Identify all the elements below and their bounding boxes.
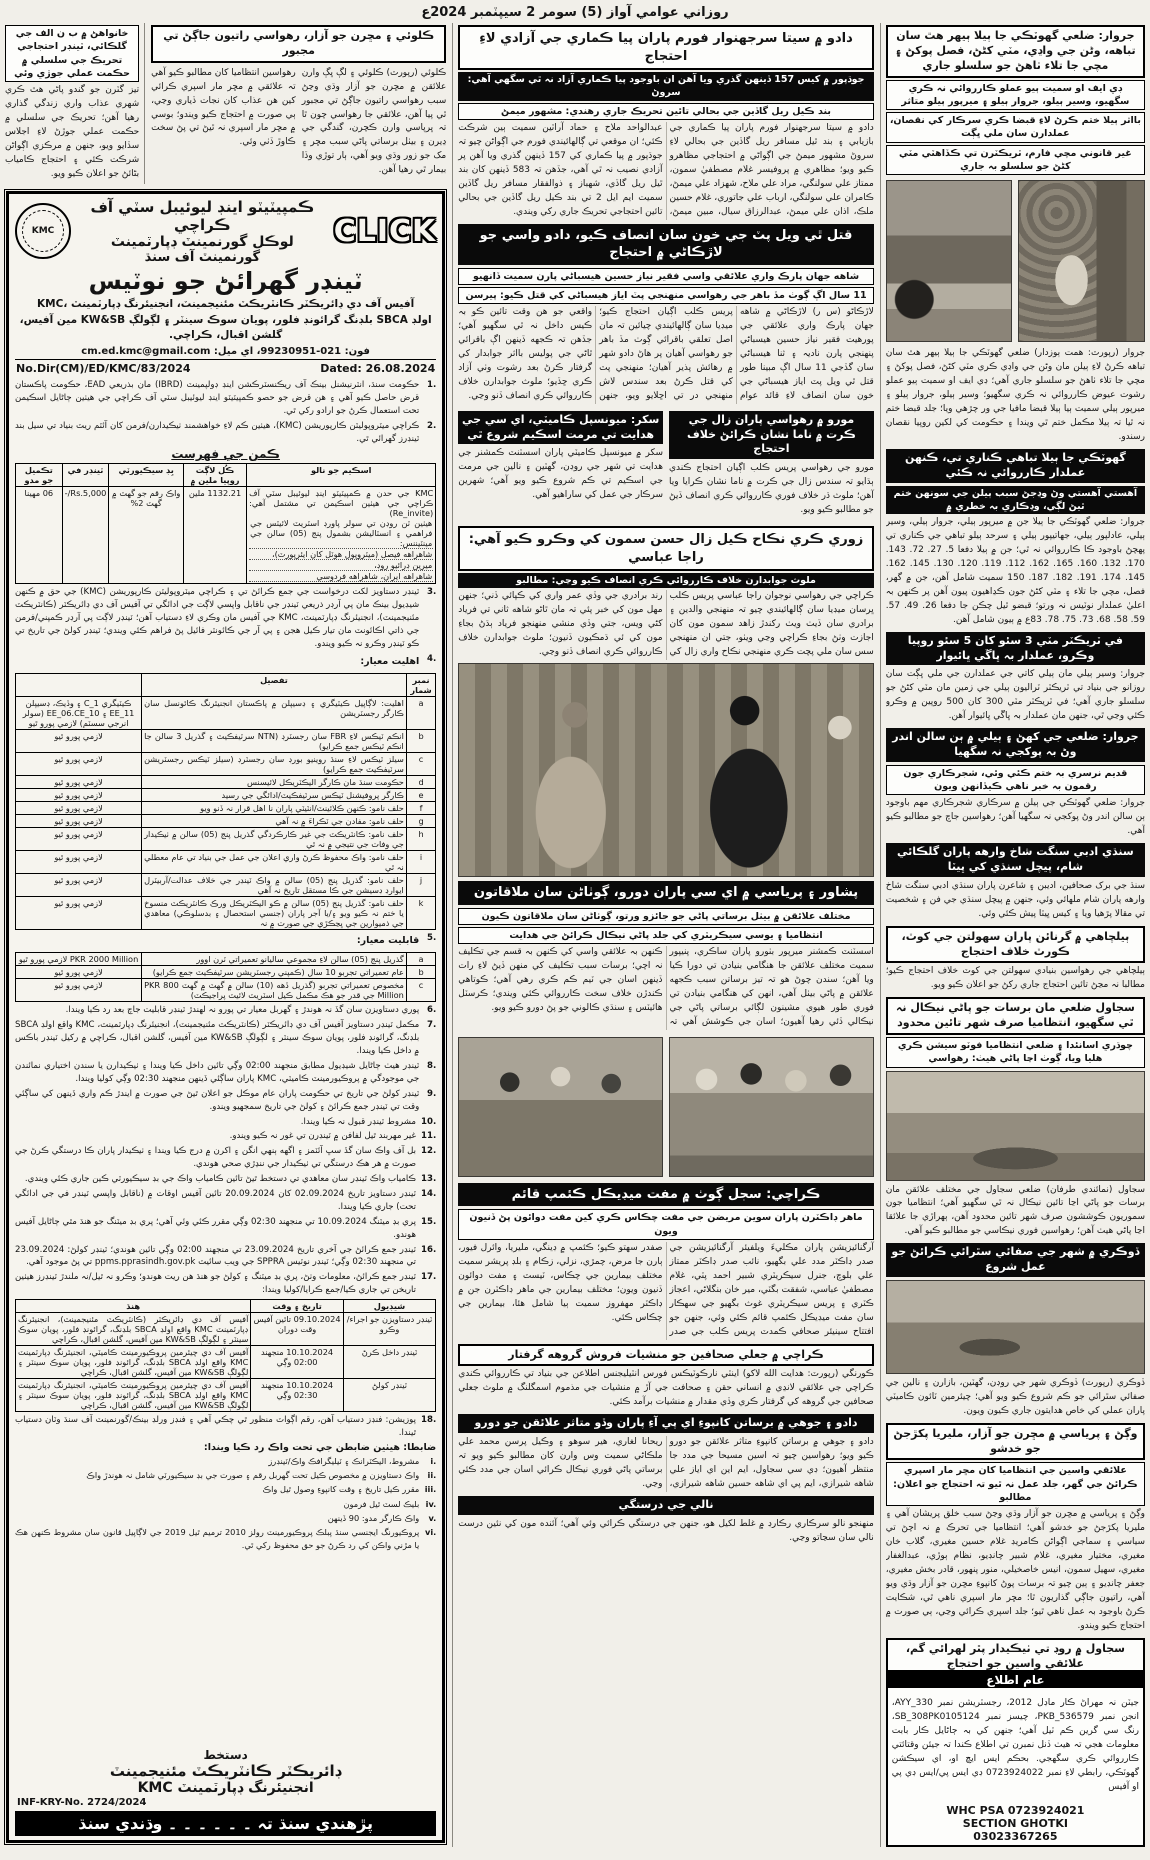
article-body: جروار: ضلعي گھوٽڪي جي ٻيلن ۾ سرڪاري شجرڪاري مهم باوجود ٻن سالن اندر وڻ پوکجي نہ سگهيا آهن؛ رهواسين جاچ جو مطالبو ڪيو آهي. [885, 798, 1145, 837]
article-body: دادو ۽ جوهي ۾ برساتن کانپوءِ متاثر علائقن جو دورو ڪيو ويو؛ رهواسين چيو تہ اسين مسيحا جي مدد جا منتظر آهيون؛ ڊي سي سجاول، ايم اين اي اياز علي شاهه شيرازي، ايم پي اي شاهه حسين شاهه شيرازي، ريحانا لغاري، هير سوهو ۽ وڪيل پرسن محمد علي ملڪاڻي سميت وس وارن کان مطالبو ڪيو ويو تہ برساتي پاڻي فوري نيڪال ڪرائي اسان جي مدد ڪئي وڃي. [458, 1437, 874, 1489]
tender-reference-row [15, 359, 436, 377]
general-notice-body: جيٽن نہ مهراڻ ڪار ماڊل 2012، رجسٽريشن نمبر AYY_330، انجن نمبر PKB_536579، چيسز نمبر SB_308PK0105124، رنگ سي گرين ڪم ٽيل آهي؛ جنهن کي بہ ڄاڻايل ڪار بابت معلومات هجي تہ هيٺ ڏنل نمبرن تي اطلاع ڪندا تہ جيئن وقتائتي ڪارروائي ڪري سگهجي. بحڪم ايس ايڇ او، اي سيڪشن گھوٽڪي، رابطي لاءِ نمبر 0723924022 ڊي ايس پي/ايس ڊي پي او آفيس [891, 1698, 1139, 1793]
general-notice-number: WHC PSA 0723924021 [946, 1804, 1085, 1817]
eligibility-header: تفصيل [142, 674, 407, 697]
schedule-datetime: 09.10.2024 تائين آفيس وقت دوران [251, 1313, 343, 1346]
tender-numbered-para: 10. مشروط ٽينڊر قبول نہ ڪيا ويندا. [300, 1116, 437, 1127]
schedule-header: هنڌ [16, 1300, 251, 1313]
article-subhead: شاهه جهان پارڪ واري علائقي واسي فقير نياز حسين هيسباڻي پارن سميت ڏانهيو [458, 268, 874, 285]
article-name-correction [458, 1496, 874, 1546]
article-sukkur-repair-scheme [458, 408, 663, 520]
photo-medical-camp-group [669, 1037, 874, 1177]
tender-contact: فون: 021-99230951، اي ميل: cm.ed.kmc@gmail.com [81, 346, 370, 357]
article-adabi-sangat [886, 843, 1145, 922]
tender-para-17: ٽينڊر جمع ڪرائڻ، معلومات وٺڻ، پري بڊ ميٽنگ ۽ کولڻ جو هنڌ هن ريت هوندو؛ وڪرو نہ ٿيل/نہ ملندڙ ٽينڊرز هيٺين تاريخن تي جاري ڪيا/جمع ڪرايا/کوليا ويندا: [15, 1272, 417, 1296]
tender-numbered-para: 14. ٽينڊر دستاويز تاريخ 02.09.2024 کان 20.09.2024 تائين آفيس اوقات ۾ (ناقابل واپسي ٽينڊر في جي ادائگي تحت) جاري ڪيا ويندا. [15, 1188, 437, 1212]
article-headline: ڪلوئي ۽ مڇرن جو آزار، رهواسي راتيون جاڳڻ تي مجبور [151, 25, 446, 63]
scheme-road-item: شاهراهه فيصل (ميٽروپول هوٽل کان ايئرپورٽ)، [249, 549, 433, 560]
row-requirement: لازمي پورو ٿيو [16, 776, 142, 789]
row-detail: حلف نامو: مفادن جي ٽڪراءَ ۾ نہ آهي [142, 815, 407, 828]
rule-item: vi. پروڪيورنگ ايجنسي سنڌ پبلڪ پروڪيورمينٽ رولز 2010 ترميم ٿيل 2019 جي لاڳاپيل قانون سان مشروط ڪنهن هڪ يا مڙني واڪن کي رد ڪرڻ جو حق محفوظ رکي ٿي. [15, 1527, 437, 1550]
tender-para-3: ٽينڊر دستاويز لکت درخواست جي جمع ڪرائڻ تي ۽ ڪراچي ميٽروپوليٽن ڪارپوريشن (KMC) جي حق ۾ ڪنهن شيڊيول بينڪ مان پي آرڊر ذريعي ٽينڊر جي ناقابل واپسي لاڳت جي ادائگي تي آفيس آف دي ڊائريڪٽر (ڪانٽريڪٽ مئنيجمينٽ)، انجنيئرنگ ڊپارٽمينٽ، KMC جي آفيس مان وڪري لاءِ دستياب آهن؛ ٽينڊر لاڳت پي آرڊر ڪمپني/فرمن جي ذاتي اڪائونٽ مان تيار ڪيل هجن ۽ پي آر جي ڪائونٽر فائيل پڻ فراهم ڪئي ويندي؛ ٽينڊر کولڻ جي تاريخ تي ڪو ٽينڊر وڪرو نہ ڪيو ويندو. [15, 587, 420, 650]
photo-flooded-street [886, 1071, 1145, 1181]
article-headline: سکر: ميونسپل ڪاميٽي، اي سي جي هدايت تي مرمت اسڪيم شروع ٿي [458, 411, 663, 445]
article-headline: ڪراچي ۾ جعلي صحافين جو منشيات فروش گروهه گرفتار [458, 1344, 874, 1367]
article-body: سجاول (نمائندي طرفان) ضلعي سجاول جي مختلف علائقن مان برسات جو پاڻي اڃا تائين نيڪال نہ ٿي سگهيو آهي؛ انتظاميا جون سموريون ڪوششون صرف شهر تائين محدود آهن، ٻهراڙي جا علائقا اڃا پاڻي هيٺ آهن؛ رهواسين فوري نيڪاسي جو مطالبو ڪيو آهي. [885, 1184, 1145, 1237]
columns-wrapper [0, 23, 1150, 1847]
eligibility-row [16, 697, 436, 730]
article-free-medical-camp [458, 1183, 874, 1340]
row-detail: حلف نامو: ڪنهن ڪلائينٽ/انٽيٽي پاران نا اهل قرار نہ ڏنو ويو [142, 802, 407, 815]
scheme-road-item: ميرين ڊرائيو روڊ، [249, 560, 433, 571]
qualification-row [16, 953, 436, 966]
works-completion-period: 06 مهينا [16, 487, 63, 584]
tender-office-address: آفيس آف دي ڊائريڪٽر ڪانٽريڪٽ مئنيجمينٽ، انجنيئرنگ ڊپارٽمينٽ ،KMC اولڊ SBCA بلڊنگ گرائونڊ فلور، پويان سوڪ سينٽر ۽ لڳولڳ KW&SB مين آفيس، گلشن اقبال، ڪراچي. [19, 297, 432, 342]
eligibility-row [16, 874, 436, 897]
tender-title: ٽينڊر گهرائڻ جو نوٽيس [88, 266, 363, 295]
article-kaloi-mosquitoes [151, 23, 446, 184]
tender-numbered-para: 6. پوري دستاويزن سان گڏ نہ هوندڙ ۽ گهربل معيار تي پورو نہ لهندڙ ٽينڊر قابليت جاچ بعد رد ڪيا ويندا. [65, 1005, 437, 1016]
row-serial: h [406, 828, 435, 851]
article-headline: مورو ۾ رهواسي پاران زال جي ڪرت ۾ ناما نشان ڪرائڻ خلاف احتجاج [669, 411, 874, 460]
row-detail: سيلز ٽيڪس لاءِ سنڌ روينيو بورڊ سان رجسٽرڊ (سيلز ٽيڪس رجسٽريشن سرٽيفڪيٽ جمع ڪرايو) [142, 753, 407, 776]
article-tractor-soil-sale [886, 632, 1145, 724]
article-subhead: مختلف علائقن ۾ بيٺل برساتي پاڻي جو جائزو ورتو، ڳوٺاڻن سان ملاقاتون ڪيون [458, 908, 874, 925]
row-requirement: لازمي پورو ٿيو [16, 815, 142, 828]
article-body: اسسٽنٽ ڪمشنر ميرپور بٺورو پاران ساڪري، پنيپور سميت مختلف علائقن جا هنگامي بنيادن تي دورا ڪيا ويا آهن؛ سندن چوڻ هو تہ تيز برساتن سبب ڪجهه علائقن ۾ پاڻي بيٺل آهي، انهن کي هنگامي بنيادن تي فوري طور هيوي مشينون لڳائي برساتي پاڻي جي نيڪالي ڏئي رهيا آهيون؛ اسان جي ڪوشش آهي تہ ڪنهن بہ علائقي واسي کي ڪنهن بہ قسم جي تڪليف نہ اچي؛ برسات سبب تڪليف کي منهن ڏيڻ لاءِ رات ڏينهن اسان جي ٽيم ڪم ڪري رهي آهي؛ ڪوتاهي ڪندڙن خلاف سخت ڪارروائي ڪئي ويندي؛ ڪرسٽل هائيٽس ۽ سنڌي ڪالوني جو پڻ دورو ڪيو ويو. [458, 947, 874, 1027]
kmc-seal-icon: KMC [15, 203, 71, 259]
article-sujawal-drainage [886, 997, 1145, 1239]
eligibility-row [16, 789, 436, 802]
article-ghotki-forests [886, 25, 1145, 445]
schedule-header: شيڊيول [343, 1300, 435, 1313]
general-notice-phone: 03023367265 [973, 1830, 1058, 1843]
schedule-location: آفيس آف دي چيئرمين پروڪيورمينٽ ڪاميٽي، انجنيئرنگ ڊپارٽمينٽ KMC واقع اولڊ SBCA بلڊنگ، گرائونڊ فلور، پويان سوڪ سينٽر ۽ لڳولڳ KW&SB مين آفيس، گلشن اقبال، ڪراچي [16, 1379, 251, 1412]
article-body: جروار: وسير ٻيلي مان ٻيلي کاتي جي عملدارن جي ملي ڀڳت سان روزانو جي بنياد تي ٽريڪٽر ٽراليون ٻيلي جي زمين مان مٽي کڻڻ جو سلسلو جاري آهي؛ في ٽريڪٽر مٽي 300 کان 500 روپين ۾ وڪرو ڪئي وڃي ٿي، جنهن مان عملدار بہ ڀاڱي ڀائيوار آهن. [885, 669, 1145, 722]
eligibility-table [15, 673, 436, 930]
row-requirement: لازمي پورو ٿيو [16, 851, 142, 874]
article-body: ڏوڪري (رپورٽ) ڏوڪري شهر جي روڊن، گهٽين، بازارن ۽ نالين جي صفائي سٿرائي جو ڪم شروع ڪيو ويو آهي؛ چيئرمين ٽائون ڪاميٽي پاران عملي کي خاص هدايتون جاري ڪيون ويون. [885, 1377, 1145, 1416]
row-serial: g [406, 815, 435, 828]
schedule-datetime: 10.10.2024 منجهند 02:00 وڳي [251, 1346, 343, 1379]
inf-number: INF-KRY-No. 2724/2024 [17, 1797, 147, 1808]
works-table-row [16, 487, 436, 584]
article-subhead: غير قانوني مچي فارم، ٽريڪٽرن تي ڪڏاهٽي مٽي کڻڻ جو سلسلو بہ جاري [886, 145, 1145, 176]
article-headline: خانواهڻ ۾ ب ن الف جي گلڪائي، ٽينڊر احتجاجي تحريڪ جي سلسلي ۾ حڪمت عملي جوڙي وئي [5, 25, 139, 82]
article-forced-nikah [458, 526, 874, 877]
article-subhead: ڊي ايف او سميت ٻيو عملو ڪارروائي نہ ڪري سگهيو، وسير ٻيلو، جروار ٻيلو ۽ ميرپور ٻيلو متاثر [886, 80, 1145, 111]
article-ac-visit-villages [458, 881, 874, 1030]
schedule-header: تاريخ ۽ وقت [251, 1300, 343, 1313]
article-headline: ٻيلچاهي ۾ گرنائن پاران سهولتن جي کوٽ، ڪورٽ خلاف احتجاج [886, 926, 1145, 964]
click-logo: CLICK [333, 213, 437, 249]
rule-item: v. واڪ ڪارگر مدو: 90 ڏينهن [327, 1513, 437, 1524]
eligibility-header: نمبر شمار [406, 674, 435, 697]
article-headline: سنڌي ادبي سنگت شاخ وارهه پاران گلڪائي شام، پيچل سنڌي کي ڀيٽا [886, 843, 1145, 877]
article-headline: دادو ۾ سيتا سرجهنوار فورم پاران پيا ڪماري جي آزادي لاءِ احتجاج [458, 25, 874, 70]
article-headline: جروار: ضلعي گھوٽڪي جا ٻيلا ٻيهر هٿ سان تباهه، وڻن جي واڍي، مٽي کڻڻ، فصل پوکڻ ۽ مچي جا تلاء ٺاهڻ جو سلسلو جاري [886, 25, 1145, 78]
tender-numbered-para: 11. غير مهربند ٿيل لفافن ۾ ٽينڊرن تي غور نہ ڪيو ويندو. [229, 1131, 437, 1142]
schedule-location: آفيس آف دي ڊائريڪٽر (ڪانٽريڪٽ مئنيجمينٽ)، انجنيئرنگ ڊپارٽمينٽ KMC واقع اولڊ SBCA بلڊنگ، گرائونڊ فلور، پويان سوڪ سينٽر ۽ لڳولڳ KW&SB مين آفيس، گلشن اقبال، ڪراچي [16, 1313, 251, 1346]
masthead-dateline: روزاني عوامي آواز (5) سومر 2 سيپٽمبر 2024ع [421, 5, 729, 20]
article-headline: قتل ٿي ويل پٽ جي خون سان انصاف ڪيو، دادو واسي جو لاڙڪاڻي ۾ احتجاج [458, 224, 874, 265]
rule-item: iii. مقرر ڪيل تاريخ ۽ وقت کانپوءِ وصول ٿيل واڪ [262, 1484, 437, 1495]
rules-label: ضابطا: هيٺين ضابطن جي تحت واڪ رد ڪيا ويندا: [203, 1441, 437, 1453]
eligibility-row [16, 802, 436, 815]
row-serial: b [406, 730, 435, 753]
tender-signature-block [15, 1748, 436, 1796]
article-subhead: انتظاميا ۽ يوسي سيڪريٽري کي جلد پاڻي نيڪال ڪرائڻ جي هدايت [458, 927, 874, 944]
article-no-trees-planted [886, 728, 1145, 839]
article-forests-destruction [886, 449, 1145, 628]
tender-numbered-para: 8. ٽينڊر هيٺ ڄاڻايل شيڊيول مطابق منجهند 02:00 وڳي تائين داخل ڪيا ويندا ۽ ٺيڪيدارن يا سندن اختياري نمائندن جي موجودگي ۾ پروڪيورمينٽ ڪاميٽي، KMC پاران ساڳئي ڏينهن منجهند 02:30 وڳي کوليا ويندا. [15, 1060, 437, 1084]
row-detail: حڪومت سنڌ مان ڪارگر اليڪٽريڪل لائيسنس [142, 776, 407, 789]
row-serial: b [406, 966, 435, 979]
general-notice-section: SECTION GHOTKI [962, 1817, 1068, 1830]
article-body: وڳڻ ۽ پرياسي ۾ مڇرن جو آزار وڌي وڃڻ سبب خلق پريشان آهي ۽ مليريا پکڙجڻ جو خدشو آهي؛ انتظاميا جي تحرڪ ۾ نہ اچڻ تي سياسي ۽ سماجي اڳواڻن ڪامريڊ غلام حسين مغيري، گلاب خان مغيري، مختيار مغيري، غلام شبير چانڊيو، نظام ٻوڙي، عبدالغفار مغيري، سهيل سمون، انيس خاصخيلي، منور پنهور، قادر بخش مغيري، جعفر چانڊيو ۽ ٻين چيو تہ برسات پوڻ کانپوءِ مڇرن جو آزار وڌي ويو آهي، راتيون جاڳي گذاريون ٿا؛ مڇر مار اسپري ناهي ٿي، شڪايت ڪرڻ باوجود بہ عمل ناهي ٿيو؛ جلد اسپري ڪرائي وڃي، ٻي صورت ۾ احتجاج ڪيو ويندو. [885, 1509, 1145, 1631]
eligibility-row [16, 753, 436, 776]
works-list-title: ڪمن جي فهرست [171, 447, 280, 462]
article-body: جروار: ضلعي گھوٽڪي جا ٻيلا جن ۾ ميرپور ٻيلي، جروار ٻيلي، وسير ٻيلي، عادلپور ٻيلي، جهاتيپور ٻيلي ۽ سرحد ٻيلو تباهي جي ڪناري تي پهچڻ باوجود ڪا ڪارروائي نہ ٿي؛ جن ۾ ٻيلا دفعا 5. 27. 72. 143. 170. 132. 160. 165. 162. 112. 119. 120. 130. 145. 162. 145. 174. 191. 182. 187. 150 سميت شامل آهن، جن ۾ گهر، فصل، مچي جا تلاء ۽ مٽي کڻڻ جون ڪڍاهيون پيون آهن پر ڪنهن بہ اعليٰ عملدار نوٽيس نہ ورتو؛ قبضو ٿيل چڪن جا دفعا 26. 49. 57. 59. 58. 68. 73. 75. 78. 83ع ۾ ٻيون شامل آهن. [885, 517, 1145, 625]
photo-tree-cutting [1018, 180, 1145, 342]
tender-para-18: پوزيشن: فنڊز دستياب آهن، رقم اڳواٽ منظور ٿي چڪي آهي ۽ فنڊز ورلڊ بينڪ/گورنمينٽ آف سنڌ وٽان دستياب ٿيندا. [15, 1415, 417, 1438]
row-requirement: ڪيٽيگري C_1 ۽ وڏيڪ، ڊسيپلن EE_11 ۽ EE_06.CE_10 (سولر انرجي سسٽم) لازمي پورو ٿيو [16, 697, 142, 730]
article-sujawal-road-contractor [886, 1638, 1145, 1671]
works-bid-security: واڪ رقم جو گهٽ ۾ گهٽ 2% [109, 487, 184, 584]
tender-org-line2: لوڪل گورنمينٽ ڊپارٽمينٽ [110, 233, 294, 250]
article-subhead: ماهر ڊاڪٽرن پاران سوين مريضن جي مفت چڪاس ڪري کين مفت دوائون پڻ ڏنيون ويون [458, 1209, 874, 1240]
works-tender-fee: Rs.5,000/- [62, 487, 109, 584]
row-requirement: لازمي پورو ٿيو [16, 802, 142, 815]
row-serial: i [406, 851, 435, 874]
notice-headline: نالي جي درستگي [458, 1496, 874, 1515]
row-requirement: لازمي پورو ٿيو [16, 979, 142, 1002]
article-headline: زوري ڪري نڪاح ڪيل زال حسن سمون کي وڪرو ڪيو آهي: راجا عباسي [458, 526, 874, 571]
article-headline: جروار: ضلعي جي کهڻ ۽ ٻيلي ۾ ٻن سالن اندر وڻ بہ پوکجي نہ سگهيا [886, 728, 1145, 762]
row-requirement: لازمي پورو ٿيو [16, 730, 142, 753]
schedule-event: ٽينڊر داخل ڪرڻ [343, 1346, 435, 1379]
eligibility-row [16, 776, 436, 789]
top-left-articles [5, 23, 446, 184]
row-detail: مخصوص تعميراتي تجربو (گذريل ڏهه (10) سالن ۾ گهٽ ۾ گهٽ PKR 800 Million جي قدر جو هڪ مڪمل ڪيل اسٽريٽ لائيٽ پراجيڪٽ) [142, 979, 407, 1002]
tender-slogan-bar: پڙهندي سنڌ تہ ۔ ۔ ۔ ۔ ۔ ۔ وڌندي سنڌ [15, 1811, 436, 1836]
article-dadu-johi-rain-visit [458, 1414, 874, 1492]
photo-dokri-cleanup [886, 1280, 1145, 1374]
tender-numbered-para: 13. ڪامياب واڪ ٽينڊر سان معاهدي تي دستخط ٿيڻ تائين ڪامياب واڪ جي بڊ سيڪيورٽي ڪين جاري ڪئي ويندي. [24, 1174, 437, 1185]
article-subhead: آهستي آهستي وڻ وڍجڻ سبب ٻيلن جي سونهن ختم ٿيڻ لڳي، وڍڪاري بہ خطري ۾ [886, 486, 1145, 515]
qualification-row [16, 979, 436, 1002]
works-table-header: ٽينڊر في [62, 464, 109, 487]
row-serial: k [406, 897, 435, 930]
article-body: تيز گٽرن جو گندو پاڻي هٿ ڪري شهري عذاب واري زندگي گذاري رهيا آهن؛ تحريڪ جي سلسلي ۾ حڪمت عملي جوڙڻ لاءِ اجلاس سڏايو ويو، جنهن ۾ مرڪزي اڳواڻن شرڪت ڪئي ۽ احتجاج ڪامياب بڻائڻ جو اعلان ڪيو ويو. [5, 85, 140, 179]
tender-org-line1: ڪمپيٽيٽو اينڊ ليوئيبل سٽي آف ڪراچي [90, 197, 315, 234]
article-body: لاڙڪاڻو (س ر) لاڙڪاڻي ۾ شاهه جهان پارڪ واري علائقي جي پورهيت فقير نياز حسين هيسباڻي پنهنجي پارن ناديہ ۽ ثنا هيسباڻي سان گڏجي 11 سال اڳ مبينا طور قتل ٿي ويل پٽ اياز هيسباڻي جي خون سان انصاف لاءِ قائد عوام پريس ڪلب اڳيان احتجاج ڪيو؛ ميڊيا سان ڳالهائيندي چيائين تہ مان اصل تعلقي باقرائي ڳوٺ مڏ باهر جو رهواسي آهيان پر هاڻ دادو شهر ۾ رهائش پذير آهيان؛ منهنجي پٽ کي قتل ڪرڻ بعد سندس لاش منهنجي در تي اڇلايو ويو، جنهن واقعي جو هن وقت تائين ڪو بہ ڪيس داخل نہ ٿي سگهيو آهي؛ جڏهن تہ ڪجهه ڏينهن اڳ باقرائي ٿاڻي جي پوليس بااثر جوابدار کي گرفتار ڪرڻ بعد رشوت وٺي آزاد ڪري ڇڏيو؛ ملوث جوابدارن خلاف ڪارروائي ڪري انصاف ڏنو وڃي. [458, 307, 874, 401]
article-mosquito-malaria [886, 1423, 1145, 1634]
schedule-datetime: 10.10.2024 منجهند 02:30 وڳي [251, 1379, 343, 1412]
article-headline: ڪراچي: سجل ڳوٺ ۾ مفت ميڊيڪل ڪئمپ قائم [458, 1183, 874, 1207]
general-notice-box [886, 1670, 1145, 1847]
row-serial: c [406, 753, 435, 776]
article-subhead: علائقي واسين جي انتظاميا کان مڇر مار اسپري ڪرائڻ جي گهر، جلد عمل نہ ٿيو تہ احتجاج جو اعلان: مطالبو [886, 1462, 1145, 1506]
column-right-flow [886, 23, 1145, 1670]
tender-date: Dated: 26.08.2024 [320, 362, 436, 375]
general-notice-title: عام اطلاع [888, 1672, 1143, 1688]
tender-numbered-para: 9. ٽينڊر کولڻ جي تاريخ تي حڪومت پاران عام موڪل جو اعلان ٿيڻ جي صورت ۾ ايندڙ ڪم واري ڏينهن کي ساڳئي وقت تي ٽينڊر جمع ڪرائڻ ۽ کولڻ جي تاريخ سمجهيو ويندو. [15, 1088, 437, 1112]
article-body: ڪلوئي (رپورٽ) ڪلوئي ۽ لڳ ڀڳ وارن علائقن ۾ مڇرن جو آزار وڌي وڃڻ سبب رهواسي راتيون جاڳڻ تي مجبور ٿي پيا آهن، علائقي جا رهواسي چون ٿا تہ ڀرپاسي وارن ڪچرن، گندگي جي ڍيرن ۽ بيٺل برساتي پاڻي سبب مڇر ۽ مک جو زور وڌي ويو آهي، ٻار توڙي وڏا بيمار ٿي رهيا آهن. [301, 67, 447, 176]
qualification-row [16, 966, 436, 979]
signature-label: دستخط [203, 1748, 248, 1762]
rule-item: i. مشروط، اليڪٽرانڪ ۽ ٽيليگرافڪ واڪ/ٽينڊرز [268, 1455, 437, 1466]
article-belchahi-protest [886, 926, 1145, 994]
row-serial: e [406, 789, 435, 802]
notice-body: منهنجو نالو سرڪاري رڪارڊ ۾ غلط لکيل هو، جنهن جي درستگي ڪرائي وئي آهي؛ آئنده مون کي نئين درست نالي سان سڃاتو وڃي. [458, 1518, 874, 1543]
works-cost: 1132.21 ملين [183, 487, 246, 584]
row-requirement: لازمي پورو ٿيو [16, 789, 142, 802]
tender-para-2: ڪراچي ميٽروپوليٽن ڪارپوريشن (KMC)، هيٺين ڪم لاءِ خواهشمند ٺيڪيدارن/فرمن کان آئٽم ريٽ بنياد تي سيل بند ٽينڊرز گهرائي ٿي. [15, 420, 420, 444]
eligibility-row [16, 828, 436, 851]
article-headline: ڏوڪري ۾ شهر جي صفائي سٿرائي ڪرائڻ جو عمل شروع [886, 1243, 1145, 1277]
article-body: جروار (رپورٽ: همت ٻوزدار) ضلعي گھوٽڪي جا ٻيلا ٻيهر هٿ سان تباهه ڪرڻ لاءِ ٻيلن مان وڻن جي واڍي ڪري مٽي کڻڻ، فصل پوکڻ ۽ مچي جا تلاء ٺاهڻ جو سلسلو جاري آهي؛ ڊي ايف او سميت ٻيو عملو رشوت عيوض ڪارروائي نہ ڪري سگهيو؛ وسير ٻيلو، جروار ٻيلو ۽ ميرپور ٻيلي سميت ٻيا ٻيلا قبضا مافيا جي ور چڙهي ويا؛ جلد قبضا ختم نہ ٿيا تہ ٻيلا مڪمل ختم ٿي ويندا ۽ حڪومت کي لکين روپيا نقصان رسندو. [885, 348, 1145, 442]
works-table-header: ڪُل لاڳت روپيا ملين ۾ [183, 464, 246, 487]
article-subhead: قديم نرسري بہ ختم ڪئي وئي، شجرڪاري جون رقمون بہ خبر ناهي ڪيڏانهن ويون [886, 765, 1145, 796]
row-detail: حلف نامو: ڪانٽريڪٽ جي غير ڪارڪردگي گذريل پنج (05) سالن ۾ ٺيڪيدار جي وفات جي نتيجي ۾ نہ ٿي [142, 828, 407, 851]
tender-numbered-para: 15. پري بڊ ميٽنگ 10.09.2024 تي منجهند 02:30 وڳي مقرر ڪئي وئي آهي؛ پري بڊ ميٽنگ جو هنڌ مٿي ڄاڻايل آفيس هوندو. [15, 1216, 437, 1240]
tender-body: 1. حڪومت سنڌ، انٽرنيشنل بينڪ آف ريڪنسٽرڪشن اينڊ ڊولپمينٽ (IBRD) مان بذريعي EAD، حڪومت پاڪستان قرض حاصل ڪيو آهي ۽ هن قرض جو حصو ڪمپيٽيٽو اينڊ ليوئيبل سٽي آف ڪراچي جي هيٺين ڄاڻايل اسڪيمن تحت استعمال ڪرڻ جو ارادو رکي ٿي. 2. ڪراچي ميٽروپوليٽن ڪارپوريشن (KMC)، هيٺين ڪم لاءِ خواهشمند ٺيڪيدارن/فرمن کان آئٽم ريٽ بنياد تي سيل بند ٽينڊرز گهرائي ٿي. ڪمن جي فهرست اسڪيم جو نالو ڪُل لاڳت روپيا ملين ۾ بِڊ سيڪيورٽي ٽينڊر في تڪميل جو مدو KMC جي حدن ۾ ڪمپيٽيٽو اينڊ ليوئيبل سٽي آف ڪراچي جي هيٺين اسڪيمن تي مشتمل آهي: (Re_invite) هيٺين ٽن روڊن تي سولر پاورڊ اسٽريٽ لائيٽس جي فراهمي ۽ انسٽاليشن بشمول پنج (05) سالن جي مينٽيننس: شاهراهه فيصل (ميٽروپول هوٽل کان ايئرپورٽ)، ميرين ڊرائيو روڊ، شاهراهه ايران، شاهراهه فردوسي 1132.21 ملين واڪ رقم جو گهٽ ۾ گهٽ 2% Rs.5,000/- 06 مهينا 3. ٽينڊر دستاويز لکت درخواست جي جمع ڪرائڻ تي ۽ ڪراچي ميٽروپوليٽن ڪارپوريشن (KMC) جي حق ۾ ڪنهن شيڊيول بينڪ مان پي آرڊر ذريعي ٽينڊر جي ناقابل واپسي لاڳت جي ادائگي تي آفيس آف دي ڊائريڪٽر (ڪانٽريڪٽ مئنيجمينٽ)، انجنيئرنگ ڊپارٽمينٽ، KMC جي آفيس مان وڪري لاءِ دستياب آهن؛ ٽينڊر لاڳت پي آرڊر ڪمپني/فرمن جي ذاتي اڪائونٽ مان تيار ڪيل هجن ۽ پي آر جي ڪائونٽر فائيل پڻ فراهم ڪئي ويندي؛ ٽينڊر کولڻ جي تاريخ تي ڪو ٽينڊر وڪرو نہ ڪيو ويندو. 4. اهليت معيار: نمبر شمار تفصيل a اهليت: لاڳاپيل ڪيٽيگري ۽ ڊسيپلن ۾ پاڪستان انجنيئرنگ ڪائونسل سان ڪارگر رجسٽريشن ڪيٽيگري C_1 ۽ وڏيڪ، ڊسيپلن EE_11 ۽ EE_06.CE_10 (سولر انرجي سسٽم) لازمي پورو ٿيو b انڪم ٽيڪس لاءِ FBR سان رجسٽرڊ (NTN سرٽيفڪيٽ ۽ گذريل 3 سالن جا انڪم ٽيڪس جمع ڪرايو) لازمي پورو ٿيو c سيلز ٽيڪس لاءِ سنڌ روينيو بورڊ سان رجسٽرڊ (سيلز ٽيڪس رجسٽريشن سرٽيفڪيٽ جمع ڪرايو) لازمي پورو ٿيو d حڪومت سنڌ مان ڪارگر اليڪٽريڪل لائيسنس لازمي پورو ٿيو e ڪارگر پروفيشنل ٽيڪس سرٽيفڪيٽ/ادائگي جي رسيد لازمي پورو ٿيو f حلف نامو: ڪنهن ڪلائينٽ/انٽيٽي پاران نا اهل قرار نہ ڏنو ويو لازمي پورو ٿيو g حلف نامو: مفادن جي ٽڪراءَ ۾ نہ آهي لازمي پورو ٿيو h حلف نامو: ڪانٽريڪٽ جي غير ڪارڪردگي گذريل پنج (05) سالن ۾ ٺيڪيدار جي وفات جي نتيجي ۾ نہ ٿي لازمي پورو ٿيو i حلف نامو: واڪ محفوظ ڪرڻ واري اعلان جي عمل جي بنياد تي عام معطلي نہ ٿي لازمي پورو ٿيو j حلف نامو: گذريل پنج (05) سالن ۾ واڪ ٽينڊر جي خلاف عدالت/آربيٽرل ايوارڊ ڊسيشن جي ڪا مستقل تاريخ نہ آهي لازمي پورو ٿيو k حلف نامو: گذريل پنج (05) سالن ۾ ڪو اليڪٽريڪل ورڪ ڪانٽريڪٽ منسوخ يا ختم نہ ڪيو ويو ۽/يا آجر پاران (جنسي استحصال ۽ بدسلوڪي) معاهدي جي ذميوارين جي ڀڃڪڙي جي صورت ۾ نہ لازمي پورو ٿيو 5. قابليت معيار: a گذريل پنج (05) سالن لاءِ مجموعي ساليانو تعميراتي ٽرن اوور PKR 2000 Million لازمي پورو ٿيو b عام تعميراتي تجربو 10 سال (ڪمپني رجسٽريشن سرٽيفڪيٽ جمع ڪرايو) لازمي پورو ٿيو c مخصوص تعميراتي تجربو (گذريل ڏهه (10) سالن ۾ گهٽ ۾ گهٽ PKR 800 Million جي قدر جو هڪ مڪمل ڪيل اسٽريٽ لائيٽ پراجيڪٽ) لازمي پورو ٿيو 6. پوري دستاويزن سان گڏ نہ هوندڙ ۽ گهربل معيار تي پورو نہ لهندڙ ٽينڊر قابليت جاچ بعد رد ڪيا ويندا. 7. مڪمل ٽينڊر دستاويز آفيس آف دي ڊائريڪٽر (ڪانٽريڪٽ مئنيجمينٽ)، انجنيئرنگ ڊپارٽمينٽ، KMC واقع اولڊ SBCA بلڊنگ، گرائونڊ فلور، پويان سوڪ سينٽر ۽ لڳولڳ KW&SB مين آفيس، گلشن اقبال، ڪراچي ۾ رکيل ٽينڊر باڪس ۾ داخل ڪيا ويندا. 8. ٽينڊر هيٺ ڄاڻايل شيڊيول مطابق منجهند 02:00 وڳي تائين داخل ڪيا ويندا ۽ ٺيڪيدارن يا سندن اختياري نمائندن جي موجودگي ۾ پروڪيورمينٽ ڪاميٽي، KMC پاران ساڳئي ڏينهن منجهند 02:30 وڳي کوليا ويندا. 9. ٽينڊر کولڻ جي تاريخ تي حڪومت پاران عام موڪل جو اعلان ٿيڻ جي صورت ۾ ايندڙ ڪم واري ڏينهن کي ساڳئي وقت تي ٽينڊر جمع ڪرائڻ ۽ کولڻ جي تاريخ سمجهيو ويندو. 10. مشروط ٽينڊر قبول نہ ڪيا ويندا. 11. غير مهربند ٿيل لفافن ۾ ٽينڊرن تي غور نہ ڪيو ويندو. 12. بل آف واڪ سان گڏ سڀ آئٽمز ۽ اگهه ٻنهي انگن ۽ اکرن ۾ درج ڪيا ويندا ۽ ٺيڪيدار پاران ڪا درستگي ڪرڻ جي صورت ۾ هر هڪ درستگي تي ٺيڪيدار جي ننڍڙي صحي هوندي. 13. ڪامياب واڪ ٽينڊر سان معاهدي تي دستخط ٿيڻ تائين ڪامياب واڪ جي بڊ سيڪيورٽي ڪين جاري ڪئي ويندي. 14. ٽينڊر دستاويز تاريخ 02.09.2024 کان 20.09.2024 تائين آفيس اوقات ۾ (ناقابل واپسي ٽينڊر في جي ادائگي تحت) جاري ڪيا ويندا. 15. پري بڊ ميٽنگ 10.09.2024 تي منجهند 02:30 وڳي مقرر ڪئي وئي آهي؛ پري بڊ ميٽنگ جو هنڌ مٿي ڄاڻايل آفيس هوندو. 16. ٽينڊر جمع ڪرائڻ جي آخري تاريخ 23.09.2024 تي منجهند 02:00 وڳي تائين هوندي؛ ٽينڊر کولڻ: 23.09.2024 تي منجهند 02:30 وڳي؛ ٽينڊر نوٽيس SPPRA جي ويب سائيٽ ppms.pprasindh.gov.pk تي پڻ موجود آهي. 17. ٽينڊر جمع ڪرائڻ، معلومات وٺڻ، پري بڊ ميٽنگ ۽ کولڻ جو هنڌ هن ريت هوندو؛ وڪرو نہ ٿيل/نہ ملندڙ ٽينڊرز هيٺين تاريخن تي جاري ڪيا/جمع ڪرايا/کوليا ويندا: شيڊيول تاريخ ۽ وقت هنڌ ٽينڊر دستاويزن جو اجراء/وڪرو 09.10.2024 تائين آفيس وقت دوران آفيس آف دي ڊائريڪٽر (ڪانٽريڪٽ مئنيجمينٽ)، انجنيئرنگ ڊپارٽمينٽ KMC واقع اولڊ SBCA بلڊنگ، گرائونڊ فلور، پويان سوڪ سينٽر ۽ لڳولڳ KW&SB مين آفيس، گلشن اقبال، ڪراچي ٽينڊر داخل ڪرڻ 10.10.2024 منجهند 02:00 وڳي آفيس آف دي چيئرمين پروڪيورمينٽ ڪاميٽي، انجنيئرنگ ڊپارٽمينٽ KMC واقع اولڊ SBCA بلڊنگ، گرائونڊ فلور، پويان سوڪ سينٽر ۽ لڳولڳ KW&SB مين آفيس، گلشن اقبال، ڪراچي ٽينڊر کولڻ 10.10.2024 منجهند 02:30 وڳي آفيس آف دي چيئرمين پروڪيورمينٽ ڪاميٽي، انجنيئرنگ ڊپارٽمينٽ KMC واقع اولڊ SBCA بلڊنگ، گرائونڊ فلور، پويان سوڪ سينٽر ۽ لڳولڳ KW&SB مين آفيس، گلشن اقبال، ڪراچي 18. پوزيشن: فنڊز دستياب آهن، رقم اڳواٽ منظور ٿي چڪي آهي ۽ فنڊز ورلڊ بينڪ/گورنمينٽ آف سنڌ وٽان دستياب ٿيندا. ضابطا: هيٺين ضابطن جي تحت واڪ رد ڪيا ويندا: i. مشروط، اليڪٽرانڪ ۽ ٽيليگرافڪ واڪ/ٽينڊرز ii. واڪ دستاويزن ۾ مخصوص ڪيل تحت گهربل رقم ۽ صورت جي بڊ سيڪيورٽي شامل نہ هوندڙ واڪ iii. مقرر ڪيل تاريخ ۽ وقت کانپوءِ وصول ٿيل واڪ iv. بليڪ لسٽ ٿيل فرمون v. واڪ ڪارگر مدو: 90 ڏينهن vi. پروڪيورنگ ايجنسي سنڌ پبلڪ پروڪيورمينٽ رولز 2010 ترميم ٿيل 2019 جي لاڳاپيل قانون سان مشروط ڪنهن هڪ يا مڙني واڪن کي رد ڪرڻ جو حق محفوظ رکي ٿي. [15, 380, 437, 1550]
schedule-row [16, 1379, 436, 1412]
schedule-row [16, 1346, 436, 1379]
article-body: آرگنائيزيشن پاران مڪليءَ ويلفيئر آرگنائيزيشن جي صدر ڊاڪٽر مدد علي بگهيو، نائب صدر ڊاڪٽر ممتاز علي بلوچ، جنرل سيڪريٽري شبير احمد پٽي، غلام مصطفيٰ عباسي، شفقت بگٽي، مير خان بنگلاڻي، اعجاز ڪٽري ۽ پريس سيڪريٽري غوث بگهيو جي سهڪار سان مفت ميڊيڪل ڪئمپ قائم ڪئي وئي، جنهن جو افتتاح سينيئر صحافي ڪمدٽ پريس ڪلب جي صدر صفدر سهتو ڪيو؛ ڪئمپ ۾ ڊينگي، مليريا، وائرل فيور، ٻارن جا مرض، چمڙي، نزلي، زڪام ۽ بلڊ پريشر سميت مختلف بيمارين جي چڪاس، ٽيسٽ ۽ مفت دوائون ڏنيون ويون؛ مختلف بيمارين جي ماهر ڊاڪٽرن جن ۾ ڊاڪٽر مهفروز سميت ٻيا شامل هئا، بيمارين جي چڪاس ڪئي. [458, 1243, 874, 1337]
article-headline: في ٽريڪٽر مٽي 3 سئو کان 5 سئو روپيا وڪرو، عملدار بہ ڀاڱي ڀائيوار [886, 632, 1145, 666]
works-table-header: تڪميل جو مدو [16, 464, 63, 487]
article-body: دادو ۾ سيتا سرجهنوار فورم پاران پيا ڪماري جي بازيابي ۽ بند ٿيل مسافر ريل گاڏين جي بحالي لاءِ سروڻ مشهور ميمڻ جي اڳواڻي ۾ احتجاجي مظاهرو ڪيو ويو؛ مظاهري ۾ پروفيسر غلام مصطفيٰ سمون، ممتاز علي سولنگي، مراد علي ملاح، شهزاد علي ميمڻ، ڪامران علي سولنگي، ارباب علي جاتوري، غلام حسين ملڪ، اذان علي ميمڻ، عبدالرزاق سيال، مبين ميمڻ، عبدالواحد ملاح ۽ حماد آراٽين سميت ٻين شرڪت ڪئي؛ ان موقعي تي ڳالهائيندي فورم جي اڳواڻن چيو تہ جوڌپور ۾ پيا ڪماري کي 157 ڏينهن گذري ويا آهن پر آزادي نصيب نہ ٿي آهي، جڏهن تہ 583 ڏينهن کان بند ٿيل ريل گاڏي، شهباز ۽ ذوالفقار مسافر ريل گاڏين سميت ايم ايل 2 تي بند ڪيل ريل گاڏين جي بحالي تائين احتجاجي تحريڪ جاري رکي ويندي. [458, 122, 874, 217]
rule-item: iv. بليڪ لسٽ ٿيل فرمون [343, 1498, 437, 1509]
row-detail: انڪم ٽيڪس لاءِ FBR سان رجسٽرڊ (NTN سرٽيفڪيٽ ۽ گذريل 3 سالن جا انڪم ٽيڪس جمع ڪرايو) [142, 730, 407, 753]
article-headline: پشاور ۽ پرياسي ۾ اي سي پاران دورو، ڳوٺاڻن سان ملاقاتون [458, 881, 874, 905]
scheme-road-item: هيٺين ٽن روڊن تي سولر پاورڊ اسٽريٽ لائيٽس جي فراهمي ۽ انسٽاليشن بشمول پنج (05) سالن جي مينٽيننس: [250, 518, 433, 549]
column-right [880, 23, 1145, 1847]
row-requirement: لازمي پورو ٿيو [16, 828, 142, 851]
row-serial: d [406, 776, 435, 789]
article-subhead: بااثر ٻيلا ختم ڪرڻ لاءِ قبضا ڪري سرڪار کي نقصان، عملدارن سان ملي ڀڳت [886, 112, 1145, 143]
photo-press-gathering [458, 1037, 663, 1177]
article-subhead: 11 سال اڳ ڳوٺ مڏ باهر جي رهواسي منهنجي پٽ اياز هيسباڻي کي قتل ڪيو: پيرسن [458, 287, 874, 304]
rule-item: ii. واڪ دستاويزن ۾ مخصوص ڪيل تحت گهربل رقم ۽ صورت جي بڊ سيڪيورٽي شامل نہ هوندڙ واڪ [86, 1470, 437, 1481]
row-requirement: لازمي پورو ٿيو [16, 753, 142, 776]
row-detail: حلف نامو: گذريل پنج (05) سالن ۾ ڪو اليڪٽريڪل ورڪ ڪانٽريڪٽ منسوخ يا ختم نہ ڪيو ويو ۽/يا آجر پاران (جنسي استحصال ۽ بدسلوڪي) معاهدي جي ذميوارين جي ڀڃڪڙي جي صورت ۾ نہ [142, 897, 407, 930]
tender-numbered-para: 7. مڪمل ٽينڊر دستاويز آفيس آف دي ڊائريڪٽر (ڪانٽريڪٽ مئنيجمينٽ)، انجنيئرنگ ڊپارٽمينٽ، KMC واقع اولڊ SBCA بلڊنگ، گرائونڊ فلور، پويان سوڪ سينٽر ۽ لڳولڳ KW&SB مين آفيس، گلشن اقبال، ڪراچي ۾ رکيل ٽينڊر باڪس ۾ داخل ڪيا ويندا. [15, 1020, 437, 1057]
row-serial: f [406, 802, 435, 815]
photo-tractor-trolley [886, 180, 1013, 342]
works-table [15, 463, 436, 584]
row-detail: حلف نامو: گذريل پنج (05) سالن ۾ واڪ ٽينڊر جي خلاف عدالت/آربيٽرل ايوارڊ ڊسيشن جي ڪا مستقل تاريخ نہ آهي [142, 874, 407, 897]
row-serial: a [406, 953, 435, 966]
article-subhead: ملوث جوابدارن خلاف ڪارروائي ڪري انصاف ڪيو وڃي: مطالبو [458, 573, 874, 588]
row-requirement: لازمي پورو ٿيو [16, 874, 142, 897]
row-detail: عام تعميراتي تجربو 10 سال (ڪمپني رجسٽريشن سرٽيفڪيٽ جمع ڪرايو) [142, 966, 407, 979]
article-subhead: جوڌپور ۾ کيس 157 ڏينهن گذري ويا آهن ان باوجود پيا ڪماري آزاد نہ ٿي سگهي آهي: سروڻ [458, 72, 874, 101]
schedule-location: آفيس آف دي چيئرمين پروڪيورمينٽ ڪاميٽي، انجنيئرنگ ڊپارٽمينٽ KMC واقع اولڊ SBCA بلڊنگ، گرائونڊ فلور، پويان سوڪ سينٽر ۽ لڳولڳ KW&SB مين آفيس، گلشن اقبال، ڪراچي [16, 1346, 251, 1379]
works-table-header: اسڪيم جو نالو [247, 464, 436, 487]
row-detail: حلف نامو: واڪ محفوظ ڪرڻ واري اعلان جي عمل جي بنياد تي عام معطلي نہ ٿي [142, 851, 407, 874]
eligibility-label: اهليت معيار: [360, 655, 420, 667]
tender-para-1: حڪومت سنڌ، انٽرنيشنل بينڪ آف ريڪنسٽرڪشن اينڊ ڊولپمينٽ (IBRD) مان بذريعي EAD، حڪومت پاڪستان قرض حاصل ڪيو آهي ۽ هن قرض جو حصو ڪمپيٽيٽو اينڊ ليوئيبل سٽي آف ڪراچي جي هيٺين ڄاڻايل اسڪيمن تحت استعمال ڪرڻ جو ارادو رکي ٿي. [15, 380, 420, 416]
eligibility-row [16, 851, 436, 874]
tender-numbered-para: 12. بل آف واڪ سان گڏ سڀ آئٽمز ۽ اگهه ٻنهي انگن ۽ اکرن ۾ درج ڪيا ويندا ۽ ٺيڪيدار پاران ڪا درستگي ڪرڻ جي صورت ۾ هر هڪ درستگي تي ٺيڪيدار جي ننڍڙي صحي هوندي. [15, 1146, 437, 1170]
row-detail: گذريل پنج (05) سالن لاءِ مجموعي ساليانو تعميراتي ٽرن اوور [142, 953, 407, 966]
article-body: ڪراچي جي رهواسي نوجوان راجا عباسي پريس ڪلب ڀرسان ميڊيا سان ڳالهائيندي چيو تہ منهنجي والدين ۽ برادري سان ڏيٺ ويٺ رکندڙ زاهد سمون مون کان اجازت وٺڻ بجاءِ ڪراچي وڃي ويٺو، جتي ان منهنجي سس سان ملي پچت ڪري منهنجي نڪاح واري زال کي رند برادري جي وڏي عمر واري کي ڪپائي ڏني؛ جنهن مهل مون کي خبر پئي تہ مان ٿاڻو شاهه ثاني تي فرياد کڻي ويس، جتي وڏي منشي منهنجو فرياد ٻڌڻ بجاءِ مون کي ئي ڌمڪيون ڏنيون؛ ملوث جوابدارن خلاف ڪارروائي ڪري انصاف ڏنو وڃي. [458, 591, 874, 658]
tender-ref-number: No.Dir(CM)/ED/KMC/83/2024 [16, 362, 191, 375]
article-body: مورو جي رهواسي پريس ڪلب اڳيان احتجاج ڪندي ٻڌايو تہ سندس زال جي ڪرت ۾ ناما نشان ڪرايا ويا آهن؛ ملوث ڌر خلاف فوري ڪارروائي ڪري انصاف ڏيڻ جو مطالبو ڪيو ويو. [669, 463, 874, 516]
article-body: سکر ۾ ميونسپل ڪاميٽي پاران اسسٽنٽ ڪمشنر جي هدايت تي شهر جي روڊن، گهٽين ۽ نالين جي مرمت جي اسڪيم تي ڪم شروع ڪيو ويو آهي؛ شهرين سرڪار جي عمل کي ساراهيو آهي. [458, 448, 664, 501]
row-serial: c [406, 979, 435, 1002]
article-headline: دادو ۽ جوهي ۾ برساتن کانپوءِ اي پي آءِ پاران وڏو متاثر علائقن جو دورو [458, 1414, 874, 1433]
photo-couple-press-conference [458, 663, 874, 877]
row-detail: ڪارگر پروفيشنل ٽيڪس سرٽيفڪيٽ/ادائگي جي رسيد [142, 789, 407, 802]
scheme-name: KMC جي حدن ۾ ڪمپيٽيٽو اينڊ ليوئيبل سٽي آف ڪراچي جي هيٺين اسڪيمن تي مشتمل آهي: (Re_invite) [249, 488, 434, 519]
eligibility-row [16, 897, 436, 930]
row-serial: j [406, 874, 435, 897]
article-headline: گھوٽڪي جا ٻيلا تباهي ڪناري تي، ڪنهن عملدار ڪارروائي نہ ڪئي [886, 449, 1145, 483]
row-requirement: لازمي پورو ٿيو [16, 897, 142, 930]
tender-header [15, 198, 436, 265]
article-headline: وڳڻ ۽ پرياسي ۾ مڇرن جو آزار، مليريا پکڙجڻ جو خدشو [886, 1423, 1145, 1461]
row-detail: اهليت: لاڳاپيل ڪيٽيگري ۽ ڊسيپلن ۾ پاڪستان انجنيئرنگ ڪائونسل سان ڪارگر رجسٽريشن [142, 697, 407, 730]
qualification-label: قابليت معيار: [356, 935, 420, 947]
article-body: ڪورنگي (رپورٽ: هدايت الله لاکو) اينٽي نارڪوٽيڪس فورس انٽيليجنس اطلاعن جي بنياد تي ڪارروائي ڪندي ڪراچي جي علائقي لانڍي ۾ انساني حقن ۽ صحافت جي آڙ ۾ منشيات جي مذموم اسمگلنگ ۾ ملوث جعلي صحافين جي گروهه کي گرفتار ڪري وڏي مقدار ۾ منشيات برآمد ڪئي. [458, 1369, 874, 1408]
schedule-row [16, 1313, 436, 1346]
eligibility-row [16, 815, 436, 828]
article-subhead: بند ڪيل ريل گاڏين جي بحالي تائين تحريڪ جاري رهندي: مشهور ميمڻ [458, 103, 874, 120]
tender-notice [6, 191, 445, 1843]
schedule-table [15, 1299, 436, 1412]
column-middle [452, 23, 874, 1847]
article-headline: سجاول ۾ روڊ تي ٺيڪيدار پٿر لهرائي گم، علائقي واسين جو احتجاج [886, 1638, 1145, 1671]
scheme-road-item: شاهراهه ايران، شاهراهه فردوسي [249, 571, 433, 582]
article-subhead: چوڌري اسانئدا ۽ ضلعي انتظاميا فوٽو سيشن ڪري هليا ويا، ڳوٺ اڃا پاڻي هيٺ: رهواسي [886, 1037, 1145, 1068]
qualification-table [15, 952, 436, 1002]
article-headline: سجاول ضلعي مان برسات جو پاڻي نيڪال نہ ٿي سگهيو، انتظاميا صرف شهر تائين محدود [886, 997, 1145, 1035]
article-murdered-son-protest [458, 224, 874, 404]
article-dokri-cleaning [886, 1243, 1145, 1419]
row-serial: a [406, 697, 435, 730]
tender-numbered-para: 16. ٽينڊر جمع ڪرائڻ جي آخري تاريخ 23.09.2024 تي منجهند 02:00 وڳي تائين هوندي؛ ٽينڊر کولڻ: 23.09.2024 تي منجهند 02:30 وڳي؛ ٽينڊر نوٽيس SPPRA جي ويب سائيٽ ppms.pprasindh.gov.pk تي پڻ موجود آهي. [15, 1244, 437, 1268]
article-moro-protest [669, 408, 874, 520]
works-table-header: بِڊ سيڪيورٽي [109, 464, 184, 487]
row-requirement: لازمي پورو ٿيو [16, 966, 142, 979]
article-dado-sita-forum [458, 25, 874, 220]
signatory-title: ڊائريڪٽر ڪانٽريڪٽ مئنيجمينٽ [109, 1762, 342, 1780]
column-left [5, 23, 446, 1847]
article-body: ٻيلچاهي جي رهواسين بنيادي سهولتن جي کوٽ خلاف احتجاج ڪيو؛ مطالبا نہ مڃڻ تائين احتجاج جاري رکڻ جو اعلان ڪيو ويو. [885, 966, 1145, 991]
tender-org-line3: گورنمينٽ آف سنڌ [144, 249, 261, 265]
eligibility-header [16, 674, 142, 697]
row-requirement: PKR 2000 Million لازمي پورو ٿيو [16, 953, 142, 966]
schedule-event: ٽينڊر دستاويزن جو اجراء/وڪرو [343, 1313, 435, 1346]
article-body: سنڌ جي برک صحافين، اديبن ۽ شاعرن پاران سنڌي ادبي سنگت شاخ وارهه پاران شام ملهائي وئي، جنهن ۾ پيچل سنڌي جي فن ۽ شخصيت تي مقالا پڙهيا ويا ۽ کيس ڀيٽا پيش ڪئي وئي. [885, 880, 1145, 919]
article-fake-journalists-arrested [458, 1344, 874, 1411]
article-khanwahan-strategy [5, 23, 145, 184]
signatory-department: انجنيئرنگ ڊپارٽمينٽ KMC [137, 1780, 314, 1796]
schedule-event: ٽينڊر کولڻ [343, 1379, 435, 1412]
article-body: رهواسين انتظاميا کان مطالبو ڪيو آهي تہ علائقي ۾ مڇر مار اسپري ڪرائي کين هن عذاب کان نجات ڏياري وڃي، ٻي صورت ۾ احتجاج ڪيو ويندو؛ بوسي ۾ مڇر مار اسپري نہ ٿيڻ تي پڻ سخت ڪاوڙ ڏٺي وئي. [151, 67, 296, 148]
eligibility-row [16, 730, 436, 753]
